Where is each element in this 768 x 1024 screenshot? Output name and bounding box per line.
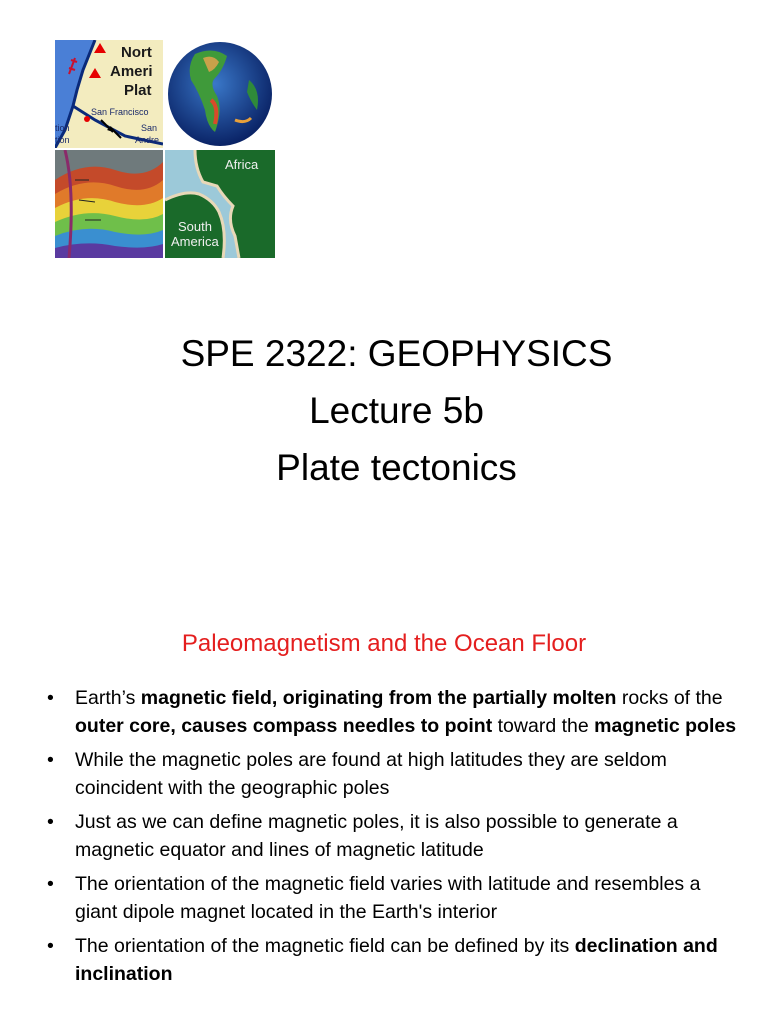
bullet-marker: • — [47, 935, 54, 957]
bullet-item: • While the magnetic poles are found at high latitudes they are seldom coincident with the geographic poles — [47, 746, 747, 802]
map-label-sf: San Francisco — [91, 107, 149, 117]
map-label-nam1: Nort — [121, 44, 152, 61]
bullet-list — [47, 684, 747, 994]
map-label-nam3: Plat — [124, 82, 152, 99]
bullet-item: • The orientation of the magnetic field can be defined by its declination and inclination — [47, 932, 747, 988]
map-label-africa: Africa — [225, 157, 259, 172]
bullet-item: • Just as we can define magnetic poles, it is also possible to generate a magnetic equator and lines of magnetic latitude — [47, 808, 747, 864]
globe-image — [165, 40, 275, 148]
section-heading: Paleomagnetism and the Ocean Floor — [181, 630, 587, 657]
map-label-nam2: Ameri — [110, 63, 153, 80]
map-label-right2: Andre — [135, 135, 160, 145]
seafloor-age-map-image — [55, 150, 163, 258]
bullet-marker: • — [47, 687, 54, 709]
slide-title — [0, 325, 768, 496]
bullet-marker: • — [47, 749, 54, 771]
bullet-marker: • — [47, 873, 54, 895]
bullet-marker: • — [47, 811, 54, 833]
map-label-south: South — [178, 219, 212, 234]
map-label-america: America — [171, 234, 219, 249]
bullet-item: • Earth’s magnetic field, originating from the partially molten rocks of the outer core, causes compass needles to point toward the magnetic poles — [47, 684, 747, 740]
title-line-lecture: Lecture 5b — [309, 390, 484, 431]
title-line-course: SPE 2322: GEOPHYSICS — [180, 333, 613, 374]
title-line-topic: Plate tectonics — [276, 447, 517, 488]
map-label-right1: San — [141, 123, 158, 133]
fault-map-image — [55, 40, 163, 148]
map-label-left2: tion — [55, 135, 70, 145]
bullet-item: • The orientation of the magnetic field varies with latitude and resembles a giant dipole magnet located in the Earth's interior — [47, 870, 747, 926]
continental-fit-image — [165, 150, 275, 258]
cover-image-collage — [55, 40, 275, 260]
map-label-left1: tion — [55, 123, 70, 133]
